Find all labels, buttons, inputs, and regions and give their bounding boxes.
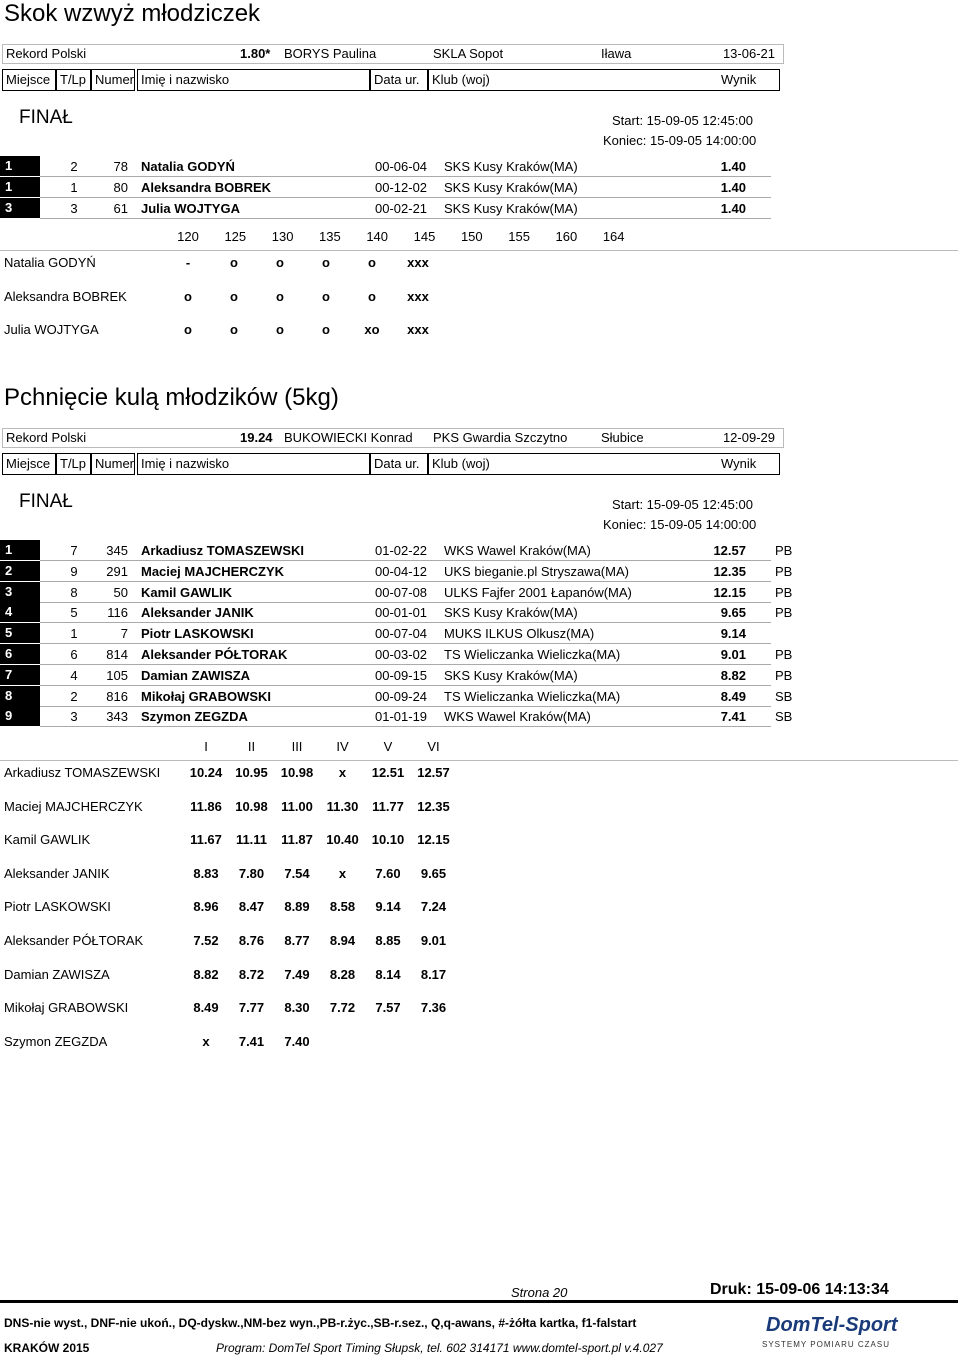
athlete-name: Mikołaj GRABOWSKI	[141, 688, 272, 704]
header-name: Imię i nazwisko	[137, 453, 370, 475]
height-label: 155	[508, 229, 530, 244]
record-note: PB	[775, 647, 793, 662]
bib-number: 105	[106, 667, 128, 683]
record-note: PB	[775, 584, 793, 600]
birth-date: 00-04-12	[375, 563, 428, 579]
footer-bar	[0, 1300, 958, 1303]
record-date: 12-09-29	[722, 430, 775, 445]
bib-number: 80	[113, 179, 128, 195]
attempt-mark: 8.72	[238, 966, 265, 982]
attempt-mark: 8.17	[420, 966, 447, 982]
record-note: SB	[775, 709, 793, 725]
record-place: Iława	[601, 46, 632, 61]
round-label: III	[291, 739, 303, 754]
attempt-mark: x	[338, 865, 347, 881]
rounds-divider	[0, 760, 958, 761]
end-time: Koniec: 15-09-05 14:00:00	[603, 517, 757, 532]
attempt-mark: o	[184, 322, 192, 337]
birth-date: 00-12-02	[375, 179, 428, 195]
attempt-mark: 8.85	[375, 933, 401, 948]
attempt-athlete: Arkadiusz TOMASZEWSKI	[4, 765, 161, 780]
height-label: 160	[555, 229, 578, 244]
bib-number: 61	[113, 200, 128, 216]
bib-number: 343	[106, 709, 128, 725]
result-value: 9.14	[720, 626, 746, 642]
record-place: Słubice	[601, 430, 644, 445]
attempt-mark: 7.36	[420, 1000, 447, 1016]
attempt-mark: 8.77	[284, 933, 310, 948]
club-name: TS Wieliczanka Wieliczka(MA)	[444, 647, 621, 662]
club-name: ULKS Fajfer 2001 Łapanów(MA)	[444, 584, 632, 600]
round-label: II	[247, 739, 256, 754]
record-result: 1.80*	[240, 46, 271, 61]
attempt-mark: o	[230, 288, 238, 304]
attempt-athlete: Natalia GODYŃ	[4, 255, 96, 270]
attempt-mark: 11.86	[190, 798, 222, 814]
header-dob: Data ur.	[370, 69, 428, 91]
athlete-name: Natalia GODYŃ	[141, 159, 235, 174]
attempt-mark: -	[185, 255, 191, 270]
attempt-athlete: Piotr LASKOWSKI	[4, 899, 111, 915]
attempt-athlete: Damian ZAWISZA	[4, 966, 110, 982]
bib-number: 291	[106, 563, 128, 579]
header-result: Wynik	[721, 456, 757, 471]
final-label: FINAŁ	[19, 107, 73, 128]
attempt-mark: 10.95	[235, 765, 268, 780]
record-label: Rekord Polski	[6, 46, 87, 61]
tlp-cell: 1	[70, 626, 78, 642]
print-time: Druk: 15-09-06 14:13:34	[710, 1281, 889, 1298]
attempt-mark: 12.57	[417, 765, 450, 780]
record-holder: BUKOWIECKI Konrad	[284, 430, 413, 445]
attempt-mark: x	[202, 1033, 210, 1049]
athlete-name: Arkadiusz TOMASZEWSKI	[141, 543, 305, 558]
rank-cell: 1	[0, 540, 40, 560]
athlete-name: Aleksander JANIK	[141, 605, 254, 621]
club-name: SKS Kusy Kraków(MA)	[444, 179, 578, 195]
result-value: 7.41	[720, 709, 746, 725]
birth-date: 01-02-22	[375, 543, 428, 558]
result-value: 9.65	[720, 605, 746, 621]
attempt-mark: o	[322, 255, 330, 270]
bib-number: 116	[107, 605, 128, 621]
page-number: Strona 20	[511, 1285, 568, 1300]
header-club: Klub (woj)	[428, 453, 780, 475]
athlete-name: Piotr LASKOWSKI	[141, 626, 254, 642]
header-result: Wynik	[721, 72, 757, 87]
attempt-mark: 7.72	[329, 1000, 356, 1016]
record-result: 19.24	[240, 430, 273, 445]
birth-date: 00-02-21	[375, 200, 428, 216]
rank-cell: 8	[0, 686, 40, 706]
attempt-mark: 10.40	[326, 832, 359, 848]
legend-text: DNS-nie wyst., DNF-nie ukoń., DQ-dyskw.,NM-bez wyn.,PB-r.życ.,SB-r.sez., Q,q-awans, #-żółta kartka, f1-falstart	[4, 1316, 637, 1330]
attempt-mark: 8.76	[238, 933, 265, 948]
attempt-mark: o	[276, 288, 284, 304]
attempt-mark: 8.14	[375, 966, 401, 982]
birth-date: 00-07-04	[375, 626, 428, 642]
tlp-cell: 9	[70, 563, 78, 579]
height-label: 120	[177, 229, 199, 244]
attempt-mark: o	[322, 322, 330, 337]
header-tlp: T/Lp	[56, 69, 91, 91]
athlete-name: Aleksandra BOBREK	[141, 179, 272, 195]
attempt-athlete: Aleksander JANIK	[4, 865, 110, 881]
attempt-mark: o	[184, 288, 192, 304]
round-label: I	[204, 739, 208, 754]
record-date: 13-06-21	[722, 46, 775, 61]
tlp-cell: 1	[70, 179, 78, 195]
attempt-mark: xxx	[407, 288, 429, 304]
attempt-mark: 8.94	[329, 933, 356, 948]
attempt-mark: 11.00	[281, 798, 313, 814]
result-value: 12.15	[713, 584, 746, 600]
attempt-mark: o	[322, 288, 330, 304]
birth-date: 00-03-02	[375, 647, 428, 662]
attempt-athlete: Kamil GAWLIK	[4, 832, 91, 848]
attempt-mark: o	[368, 255, 376, 270]
domtel-logo-sub: SYSTEMY POMIARU CZASU	[762, 1340, 890, 1349]
attempt-mark: 8.49	[193, 1000, 219, 1016]
attempt-mark: 7.52	[193, 933, 219, 948]
birth-date: 00-09-24	[375, 688, 428, 704]
attempt-athlete: Julia WOJTYGA	[4, 322, 99, 337]
bib-number: 50	[113, 584, 128, 600]
domtel-logo: DomTel-Sport	[766, 1314, 898, 1336]
result-value: 12.35	[713, 563, 746, 579]
attempt-mark: 12.15	[417, 832, 450, 848]
attempt-mark: xxx	[407, 255, 429, 270]
row-divider	[40, 176, 771, 177]
tlp-cell: 3	[70, 200, 78, 216]
rank-cell: 1	[0, 177, 40, 197]
attempt-mark: 11.11	[235, 832, 268, 848]
club-name: MUKS ILKUS Olkusz(MA)	[444, 626, 595, 642]
attempt-mark: 9.14	[375, 899, 401, 915]
attempt-mark: o	[368, 288, 376, 304]
attempt-athlete: Aleksander PÓŁTORAK	[4, 933, 144, 948]
height-label: 145	[413, 229, 436, 244]
row-divider	[40, 726, 771, 727]
attempt-mark: 10.98	[280, 765, 314, 780]
tlp-cell: 2	[70, 688, 78, 704]
start-time: Start: 15-09-05 12:45:00	[612, 113, 753, 128]
record-club: SKLA Sopot	[433, 46, 504, 61]
attempt-mark: 11.67	[190, 832, 222, 848]
attempt-mark: 11.77	[372, 798, 404, 814]
attempt-mark: 8.28	[329, 966, 356, 982]
tlp-cell: 6	[70, 647, 78, 662]
attempt-mark: 8.82	[193, 966, 219, 982]
attempt-athlete: Mikołaj GRABOWSKI	[4, 1000, 129, 1016]
bib-number: 814	[106, 647, 128, 662]
birth-date: 00-06-04	[375, 159, 428, 174]
attempt-mark: 7.54	[284, 865, 310, 881]
row-divider	[40, 197, 771, 198]
athlete-name: Kamil GAWLIK	[141, 584, 233, 600]
header-name: Imię i nazwisko	[137, 69, 370, 91]
record-label: Rekord Polski	[6, 430, 87, 445]
header-number: Numer	[91, 453, 135, 475]
attempt-mark: 7.77	[238, 1000, 265, 1016]
rank-cell: 2	[0, 561, 40, 581]
rank-cell: 6	[0, 644, 40, 664]
birth-date: 01-01-19	[375, 709, 428, 725]
attempt-mark: 7.80	[238, 865, 265, 881]
birth-date: 00-09-15	[375, 667, 428, 683]
attempt-mark: 11.87	[281, 832, 313, 848]
round-label: VI	[427, 739, 440, 754]
result-value: 1.40	[720, 179, 746, 195]
attempt-mark: o	[230, 255, 238, 270]
birth-date: 00-07-08	[375, 584, 428, 600]
rank-cell: 9	[0, 706, 40, 726]
height-label: 140	[366, 229, 389, 244]
attempt-mark: 11.30	[326, 798, 359, 814]
row-divider	[40, 664, 771, 665]
row-divider	[40, 643, 771, 644]
result-value: 1.40	[720, 159, 746, 174]
start-time: Start: 15-09-05 12:45:00	[612, 497, 753, 512]
attempt-mark: 8.89	[284, 899, 310, 915]
row-divider	[40, 560, 771, 561]
record-note: PB	[775, 563, 793, 579]
result-value: 1.40	[720, 200, 746, 216]
rank-cell: 1	[0, 156, 40, 176]
athlete-name: Julia WOJTYGA	[141, 200, 240, 216]
header-tlp: T/Lp	[56, 453, 91, 475]
attempt-mark: 12.35	[417, 798, 450, 814]
record-box	[2, 44, 784, 64]
header-place: Miejsce	[2, 453, 56, 475]
attempt-mark: 10.98	[235, 798, 268, 814]
club-name: SKS Kusy Kraków(MA)	[444, 200, 578, 216]
height-label: 130	[271, 229, 294, 244]
club-name: UKS bieganie.pl Stryszawa(MA)	[444, 563, 629, 579]
rank-cell: 3	[0, 582, 40, 602]
final-label: FINAŁ	[19, 491, 73, 512]
bib-number: 7	[120, 626, 128, 642]
athlete-name: Maciej MAJCHERCZYK	[141, 563, 285, 579]
club-name: WKS Wawel Kraków(MA)	[444, 709, 591, 725]
attempt-mark: 8.83	[193, 865, 219, 881]
result-value: 9.01	[720, 647, 746, 662]
attempt-mark: 10.10	[371, 832, 405, 848]
attempt-athlete: Szymon ZEGZDA	[4, 1033, 108, 1049]
round-label: V	[383, 739, 393, 754]
attempt-mark: 7.49	[284, 966, 310, 982]
row-divider	[40, 685, 771, 686]
record-note: PB	[775, 543, 793, 558]
height-label: 125	[224, 229, 247, 244]
record-note: SB	[775, 688, 793, 704]
rank-cell: 3	[0, 198, 40, 218]
birth-date: 00-01-01	[375, 605, 428, 621]
rank-cell: 5	[0, 623, 40, 643]
attempt-mark: 7.60	[375, 865, 401, 881]
row-divider	[40, 622, 771, 623]
event-title: Pchnięcie kulą młodzików (5kg)	[4, 384, 339, 411]
program-info: Program: DomTel Sport Timing Słupsk, tel. 602 314171 www.domtel-sport.pl v.4.027	[216, 1341, 663, 1355]
attempt-mark: o	[230, 322, 238, 337]
row-divider	[40, 218, 771, 219]
attempt-mark: 7.57	[375, 1000, 401, 1016]
record-club: PKS Gwardia Szczytno	[433, 430, 568, 445]
attempt-mark: 12.51	[371, 765, 405, 780]
attempt-mark: xo	[364, 322, 380, 337]
tlp-cell: 4	[70, 667, 78, 683]
heights-divider	[0, 250, 958, 251]
attempt-athlete: Aleksandra BOBREK	[4, 288, 127, 304]
header-number: Numer	[91, 69, 135, 91]
club-name: TS Wieliczanka Wieliczka(MA)	[444, 688, 621, 704]
attempt-mark: o	[276, 322, 284, 337]
tlp-cell: 8	[70, 584, 78, 600]
club-name: SKS Kusy Kraków(MA)	[444, 605, 578, 621]
club-name: SKS Kusy Kraków(MA)	[444, 667, 578, 683]
rank-cell: 7	[0, 665, 40, 685]
row-divider	[40, 581, 771, 582]
attempt-mark: 10.24	[189, 765, 223, 780]
city-year: KRAKÓW 2015	[4, 1341, 90, 1355]
attempt-mark: 7.41	[238, 1033, 265, 1049]
attempt-mark: 8.47	[238, 899, 265, 915]
attempt-mark: 7.40	[284, 1033, 310, 1049]
header-club: Klub (woj)	[428, 69, 780, 91]
row-divider	[40, 602, 771, 603]
end-time: Koniec: 15-09-05 14:00:00	[603, 133, 757, 148]
attempt-athlete: Maciej MAJCHERCZYK	[4, 798, 143, 814]
tlp-cell: 5	[70, 605, 78, 621]
bib-number: 78	[113, 159, 128, 174]
attempt-mark: 8.96	[193, 899, 219, 915]
record-note: PB	[775, 667, 793, 683]
rank-cell: 4	[0, 602, 40, 622]
height-label: 150	[460, 229, 483, 244]
attempt-mark: 9.65	[420, 865, 447, 881]
club-name: WKS Wawel Kraków(MA)	[444, 543, 591, 558]
attempt-mark: xxx	[407, 322, 429, 337]
bib-number: 345	[106, 543, 128, 558]
height-label: 164	[602, 229, 625, 244]
height-label: 135	[319, 229, 341, 244]
result-value: 8.49	[720, 688, 746, 704]
tlp-cell: 2	[70, 159, 78, 174]
club-name: SKS Kusy Kraków(MA)	[444, 159, 578, 174]
athlete-name: Aleksander PÓŁTORAK	[141, 647, 288, 662]
athlete-name: Damian ZAWISZA	[141, 667, 251, 683]
attempt-mark: 9.01	[420, 933, 447, 948]
result-value: 12.57	[713, 543, 746, 558]
round-label: IV	[336, 739, 349, 754]
record-note: PB	[775, 605, 793, 621]
attempt-mark: 8.30	[284, 1000, 310, 1016]
attempt-mark: 7.24	[420, 899, 447, 915]
record-holder: BORYS Paulina	[284, 46, 377, 61]
bib-number: 816	[106, 688, 128, 704]
attempt-mark: 8.58	[329, 899, 356, 915]
athlete-name: Szymon ZEGZDA	[141, 709, 248, 725]
header-dob: Data ur.	[370, 453, 428, 475]
tlp-cell: 7	[70, 543, 78, 558]
header-place: Miejsce	[2, 69, 56, 91]
event-title: Skok wzwyż młodziczek	[4, 0, 261, 27]
attempt-mark: x	[338, 765, 347, 780]
tlp-cell: 3	[70, 709, 78, 725]
result-value: 8.82	[720, 667, 746, 683]
row-divider	[40, 706, 771, 707]
attempt-mark: o	[276, 255, 284, 270]
